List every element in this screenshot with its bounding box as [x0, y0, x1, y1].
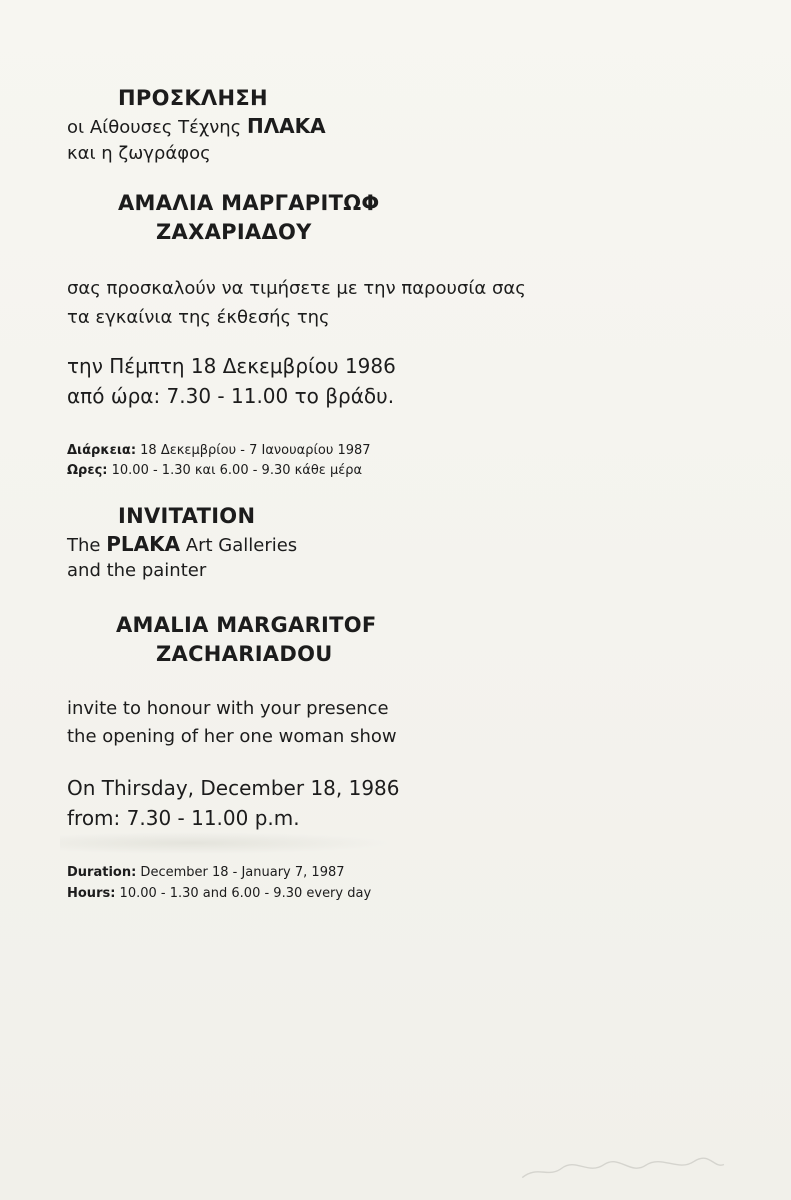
greek-duration	[67, 444, 371, 457]
greek-hours-label: Ωρες:	[67, 463, 108, 478]
greek-heading: ΠΡΟΣΚΛΗΣΗ	[118, 86, 268, 110]
english-hours-label: Hours:	[67, 886, 116, 901]
english-invite-line1: invite to honour with your presence	[67, 698, 389, 719]
greek-hours-value: 10.00 - 1.30 και 6.00 - 9.30 κάθε μέρα	[107, 463, 363, 478]
english-galleries-suffix: Art Galleries	[180, 535, 298, 556]
greek-galleries-text: οι Αίθουσες Τέχνης	[67, 117, 247, 138]
english-galleries-prefix: The	[67, 535, 107, 556]
greek-artist-name-line2: ΖΑΧΑΡΙΑΔΟΥ	[156, 220, 312, 244]
english-galleries-line	[67, 534, 297, 555]
greek-invite-line2: τα εγκαίνια της έκθεσής της	[67, 307, 330, 328]
greek-artist-name-line1: ΑΜΑΛΙΑ ΜΑΡΓΑΡΙΤΩΦ	[118, 191, 380, 215]
greek-time: από ώρα: 7.30 - 11.00 το βράδυ.	[67, 384, 395, 408]
faint-pencil-mark	[518, 1154, 729, 1183]
english-duration	[67, 866, 345, 879]
english-artist-name-line1: AMALIA MARGARITOF	[116, 613, 377, 637]
paper-scuff	[60, 832, 390, 854]
greek-duration-value: 18 Δεκεμβρίου - 7 Ιανουαρίου 1987	[136, 443, 371, 458]
greek-painter-line: και η ζωγράφος	[67, 143, 211, 164]
greek-duration-label: Διάρκεια:	[67, 443, 137, 458]
greek-invite-line1: σας προσκαλούν να τιμήσετε με την παρουσία σας	[67, 278, 526, 299]
english-artist-name-line2: ZACHARIADOU	[156, 642, 333, 666]
english-duration-value: December 18 - January 7, 1987	[136, 865, 345, 880]
greek-hours	[67, 464, 362, 477]
greek-galleries-line	[67, 116, 326, 137]
english-hours-value: 10.00 - 1.30 and 6.00 - 9.30 every day	[115, 886, 372, 901]
english-plaka-name: PLAKA	[106, 532, 181, 556]
english-time: from: 7.30 - 11.00 p.m.	[67, 806, 300, 830]
english-invite-line2: the opening of her one woman show	[67, 726, 397, 747]
english-painter-line: and the painter	[67, 560, 207, 581]
english-date: On Thirsday, December 18, 1986	[67, 776, 400, 800]
greek-date: την Πέμπτη 18 Δεκεμβρίου 1986	[67, 354, 396, 378]
english-heading: INVITATION	[118, 504, 256, 528]
english-hours	[67, 887, 371, 900]
english-duration-label: Duration:	[67, 865, 137, 880]
greek-plaka-name: ΠΛΑΚΑ	[246, 114, 326, 138]
